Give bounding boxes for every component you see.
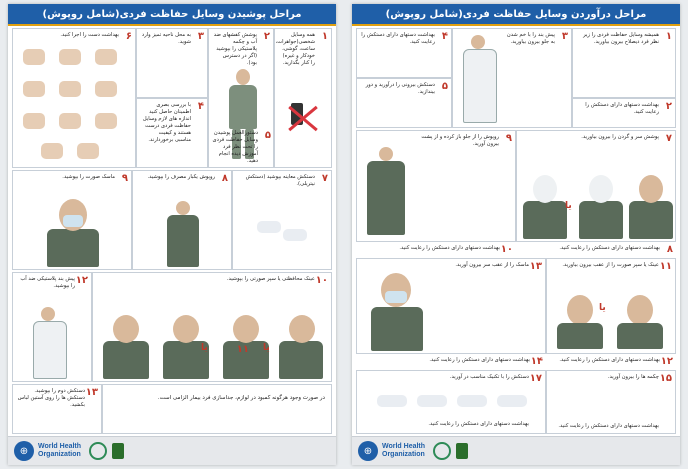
mask-removal-figure — [363, 267, 433, 351]
step-number: ۷ — [665, 133, 672, 144]
step-text: دستورالعمل پوشیدن وسایل حفاظت فردی را تحت نظر فرد آموزش دیده انجام دهید. — [212, 130, 258, 164]
footer — [352, 436, 680, 465]
step-card — [356, 242, 516, 256]
gown-figure — [163, 201, 203, 269]
step-number: ۱۰ — [315, 275, 328, 286]
or-label: یا — [201, 343, 208, 353]
steps-grid — [356, 28, 676, 435]
step-card — [12, 272, 92, 382]
step-number: ۱۷ — [529, 373, 542, 384]
footer — [8, 436, 336, 465]
step-text: به محل ناحیه تمیز وارد شوید. — [141, 32, 191, 45]
step-text: بهداشت دستهای دارای دستکش را رعایت کنید. — [399, 245, 500, 251]
step-number: ۹ — [505, 133, 512, 144]
step-card — [546, 354, 676, 368]
who-logo-icon: ⊕ — [14, 441, 34, 461]
org-name-line: World Health — [382, 443, 426, 450]
step-card — [572, 98, 676, 128]
step-card — [136, 28, 208, 98]
step-number: ۴ — [197, 101, 204, 112]
step-text: دستکش را با تکنیک مناسب در آورید. — [449, 374, 529, 380]
step-number: ۵ — [264, 130, 271, 141]
step-number: ۱۳ — [85, 387, 98, 398]
step-text: روپوش یکبار مصرف را بپوشید. — [147, 174, 215, 180]
donning-poster — [8, 4, 336, 465]
step-number: ۳ — [197, 31, 204, 42]
ministry-emblem-icon — [89, 442, 107, 460]
step-card — [356, 28, 452, 78]
phone-crossed-icon — [285, 99, 321, 139]
footnote-text: در صورت وجود هرگونه کمبود در لوازم، جداسازی فرد بیمار الزامی است. — [157, 395, 325, 401]
hand-hygiene-steps-figure — [19, 45, 129, 165]
poster-title: مراحل پوشیدن وسایل حفاظت فردی(شامل روپوش) — [8, 4, 336, 26]
step-number: ۱۵ — [659, 373, 672, 384]
ministry-emblem-icon — [433, 442, 451, 460]
step-text: دستکش معاینه بپوشید (دستکش نیتریلی). — [245, 174, 315, 187]
iran-emblem-icon — [112, 443, 124, 459]
steps-grid — [12, 28, 332, 435]
step-text: بهداشت دستهای دارای دستکش را رعایت کنید. — [428, 421, 529, 427]
poster-title: مراحل درآوردن وسایل حفاظت فردی(شامل روپوش) — [352, 4, 680, 26]
step-number: ۵ — [441, 81, 448, 92]
step-card — [12, 170, 132, 270]
step-card — [356, 78, 452, 128]
step-text: چکمه ها را بیرون آورید. — [607, 374, 659, 380]
step-number: ۸ — [666, 244, 673, 255]
step-note — [208, 128, 274, 168]
step-card — [136, 98, 208, 168]
doffing-poster — [352, 4, 680, 465]
step-number: ۴ — [441, 31, 448, 42]
step-text: پوشش سر و گردن را بیرون بیاورید. — [581, 134, 659, 140]
step-number: ۱۳ — [529, 261, 542, 272]
step-text: بهداشت دستهای دارای دستکش را رعایت کنید. — [559, 357, 660, 363]
step-number: ۲ — [263, 31, 270, 42]
step-card — [356, 370, 546, 434]
gloved-hands-figure — [253, 211, 313, 251]
step-card — [572, 28, 676, 98]
step-text: بهداشت دستهای دارای دستکش را رعایت کنید. — [585, 102, 659, 115]
org-name-line: World Health — [38, 443, 82, 450]
step-text: بهداشت دستهای دارای دستکش را رعایت کنید. — [429, 357, 530, 363]
step-card — [452, 28, 572, 128]
step-text: با بررسی بصری اطمینان حاصل کنید اندازه های لازم وسایل حفاظت فردی درست هستند و کیفیت مناسبی برخوردارند. — [142, 102, 191, 143]
step-number: ۷ — [321, 173, 328, 184]
step-card — [12, 384, 102, 434]
iran-emblem-icon — [456, 443, 468, 459]
step-text: ماسک صورت را بپوشید. — [62, 174, 115, 180]
step-number: ۱۰ — [500, 244, 513, 255]
step-card — [516, 130, 676, 242]
step-card — [232, 170, 332, 270]
org-name-line: Organization — [382, 451, 425, 458]
org-name-line: Organization — [38, 451, 81, 458]
step-card — [356, 258, 546, 354]
step-card — [12, 28, 136, 168]
step-number: ۱۴ — [530, 356, 543, 367]
step-number: ۶ — [125, 31, 132, 42]
step-text: بهداشت دستهای دارای دستکش را رعایت کنید. — [558, 423, 659, 429]
step-number: ۱ — [665, 31, 672, 42]
step-card — [274, 28, 332, 168]
step-text: بهداشت دستهای دارای دستکش را رعایت کنید. — [559, 245, 660, 251]
step-number: ۱۲ — [660, 356, 673, 367]
head-cover-removal-figure — [523, 165, 673, 239]
apron-figure — [29, 307, 69, 379]
step-number: ۳ — [561, 31, 568, 42]
step-number: ۱۲ — [75, 275, 88, 286]
step-text: بهداشت دستهای دارای دستکش را رعایت کنید. — [361, 32, 435, 45]
apron-removal-figure — [459, 35, 499, 125]
step-card — [356, 354, 546, 368]
step-text: عینک محافظتی یا سپر صورتی را بپوشید. — [226, 276, 315, 282]
step-number: ۱۱ — [659, 261, 672, 272]
step-note — [92, 342, 252, 382]
face-shield-removal-figure — [557, 289, 667, 349]
step-number: ۲ — [665, 101, 672, 112]
step-card — [132, 170, 232, 270]
or-label: یا — [565, 201, 572, 211]
step-text: پیش بند را با خم شدن به جلو بیرون بیاورید. — [506, 32, 555, 45]
step-text: بهداشت دست را اجرا کنید. — [60, 32, 119, 38]
step-text: پوشش کفشهای ضد آب و چکمه پلاستیکی را بپوشید (اگر در دسترس بود). — [213, 32, 257, 66]
step-text: دستکش دوم را بپوشید. دستکش ها را روی آستین لباس بکشید. — [17, 388, 85, 408]
step-card — [546, 370, 676, 434]
mask-donning-figure — [43, 193, 103, 267]
step-text: همه وسایل شخصی(جواهرات، ساعت، گوشی، خودکار و غیره) را کنار بگذارید. — [275, 32, 315, 66]
who-org-name — [382, 443, 425, 459]
step-number: ۱۱ — [236, 344, 249, 355]
step-card — [356, 130, 516, 242]
or-label: یا — [599, 303, 606, 313]
step-text: دستکش بیرونی را درآورید و دور بیندازید. — [365, 82, 435, 95]
step-text: پیش بند پلاستیکی ضد آب را بپوشید. — [20, 276, 75, 289]
step-text: همیشه وسایل حفاظت فردی را زیر نظر فرد ذیصلاح بیرون بیاورید. — [583, 32, 659, 45]
who-logo-icon: ⊕ — [358, 441, 378, 461]
or-label: یا — [263, 343, 270, 353]
step-number: ۱ — [321, 31, 328, 42]
step-number: ۸ — [221, 173, 228, 184]
step-text: روپوش را از جلو باز کرده و از پشت بیرون آورید. — [421, 134, 499, 147]
glove-removal-figure — [377, 389, 527, 415]
step-text: ماسک را از عقب سر بیرون آورید. — [455, 262, 529, 268]
step-card — [546, 258, 676, 354]
who-org-name — [38, 443, 81, 459]
footnote-card — [102, 384, 332, 434]
step-text: عینک یا سپر صورت را از عقب بیرون بیاورید. — [562, 262, 659, 268]
gown-removal-figure — [363, 147, 409, 237]
step-card — [516, 242, 676, 256]
step-number: ۹ — [121, 173, 128, 184]
